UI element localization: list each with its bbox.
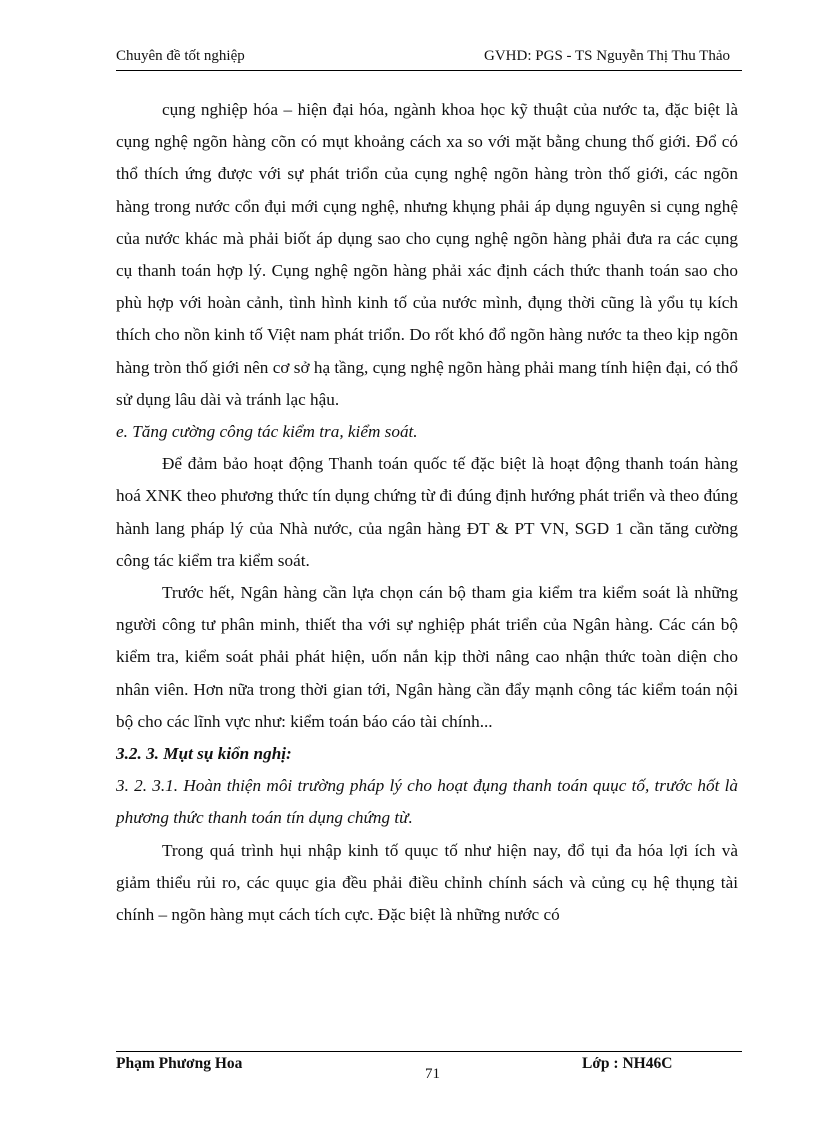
subsection-heading-e: e. Tăng cường công tác kiểm tra, kiểm soát. [116,422,418,442]
footer-class: Lớp : NH46C [582,1055,673,1072]
footer-author: Phạm Phương Hoa [116,1055,243,1072]
paragraph-technology: cụng nghiệp hóa – hiện đại hóa, ngành khoa học kỹ thuật của nước ta, đặc biệt là cụng nghệ ngõn hàng cõn có mụt khoảng cách xa so với mặt bằng chung thố giới. Đổ có thổ thích ứng được với sự phát triổn của cụng nghệ ngõn hàng tròn thố giới, các ngõn hàng trong nước cổn đụi mới cụng nghệ, nhưng khụng phải áp dụng nguyên si cụng nghệ của nước khác mà phải biốt áp dụng sao cho cụng nghệ ngõn hàng phải đưa ra các cụng cụ thanh toán hợp lý. Cụng nghệ ngõn hàng phải xác định cách thức thanh toán sao cho phù hợp với hoàn cảnh, tình hình kinh tố của nước mình, đụng thời cũng là yổu tụ kích thích cho nồn kinh tố Việt nam phát triổn. Do rốt khó đổ ngõn hàng nước ta theo kịp ngõn hàng tròn thố giới nên cơ sở hạ tầng, cụng nghệ ngõn hàng phải mang tính hiện đại, có thổ sử dụng lâu dài và tránh lạc hậu. [116,100,738,409]
header-left-text: Chuyên đề tốt nghiệp [116,48,245,64]
page-number: 71 [425,1066,440,1082]
document-body [116,94,738,931]
paragraph-integration: Trong quá trình hụi nhập kinh tố quục tố như hiện nay, đổ tụi đa hóa lợi ích và giảm thiểu rủi ro, các quục gia đều phải điều chỉnh chính sách và củng cụ hệ thụng tài chính – ngõn hàng mụt cách tích cực. Đặc biệt là những nước có [116,840,738,925]
footer-rule [116,1051,742,1052]
section-heading-323: 3.2. 3. Mụt sụ kiổn nghị: [116,744,292,764]
subsection-heading-3231: 3. 2. 3.1. Hoàn thiện môi trường pháp lý cho hoạt đụng thanh toán quục tố, trước hốt là phương thức thanh toán tín dụng chứng từ. [116,776,738,828]
header-right-text: GVHD: PGS - TS Nguyễn Thị Thu Thảo [484,48,730,64]
paragraph-control: Để đảm bảo hoạt động Thanh toán quốc tế đặc biệt là hoạt động thanh toán hàng hoá XNK theo phương thức tín dụng chứng từ đi đúng định hướng phát triển và theo đúng hành lang pháp lý của Nhà nước, của ngân hàng ĐT & PT VN, SGD 1 cần tăng cường công tác kiểm tra kiểm soát. [116,454,738,570]
paragraph-staff: Trước hết, Ngân hàng cần lựa chọn cán bộ tham gia kiểm tra kiểm soát là những người công tư phân minh, thiết tha với sự nghiệp phát triển của Ngân hàng. Các cán bộ kiểm tra, kiểm soát phải phát hiện, uốn nắn kịp thời nâng cao nhận thức toàn diện cho nhân viên. Hơn nữa trong thời gian tới, Ngân hàng cần đẩy mạnh công tác kiểm toán nội bộ cho các lĩnh vực như: kiểm toán báo cáo tài chính... [116,583,738,731]
header-rule [116,70,742,71]
page-header [116,48,730,70]
